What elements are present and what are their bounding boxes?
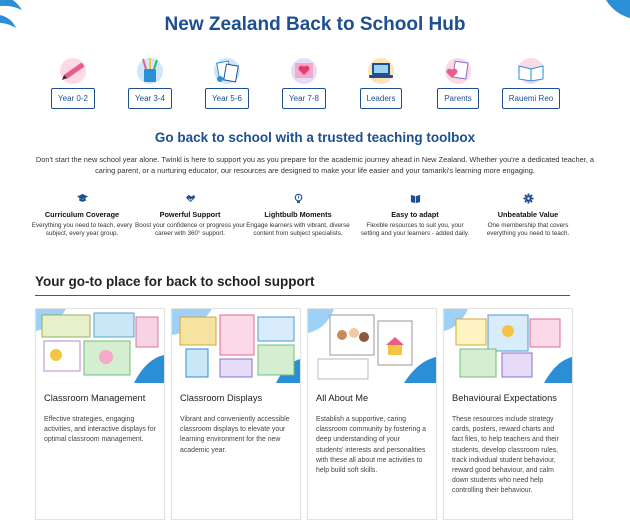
card-title[interactable]: Classroom Management [44,393,146,403]
stationery-pot-illustration-icon [133,56,167,86]
year-3-4-button[interactable]: Year 3-4 [128,88,172,109]
card-description: These resources include strategy cards, posters, reward charts and fact files, to help teachers and their students, develop classroom rules, track individual student behaviour, reward good behaviour, and calm down students who need help controlling their behaviour. [452,416,559,495]
page-title: New Zealand Back to School Hub [164,14,466,35]
feature-list [27,193,603,253]
section-divider [35,295,570,296]
year-7-8-button[interactable]: Year 7-8 [282,88,326,109]
resource-card[interactable] [443,308,573,520]
leaders-button[interactable]: Leaders [360,88,403,109]
all-about-me-thumbnail [308,309,436,383]
feature-title: Powerful Support [159,210,221,219]
resource-card[interactable] [171,308,301,520]
section-heading: Your go-to place for back to school support [35,274,315,289]
behavioural-expectations-thumbnail [444,309,572,383]
intro-paragraph: Don't start the new school year alone. Twinkl is here to support you as you prepare for the academic journey ahead in New Zealand. Whether you're a dedicated teacher, a caring parent, or a nurturing educator, our resources are designed to make your life easier and your tamariki's learning more engaging. [35,155,595,175]
feature-title: Curriculum Coverage [44,210,120,219]
card-title[interactable]: All About Me [316,393,369,403]
year-item[interactable] [196,56,258,109]
gear-icon [523,193,534,204]
resource-card[interactable] [307,308,437,520]
rauemi-reo-button[interactable]: Rauemi Reo [502,88,560,109]
laptop-illustration-icon [364,56,398,86]
pencil-illustration-icon [56,56,90,86]
feature-description: Boost your confidence or progress your career with 360° support. [135,222,245,237]
card-description: Vibrant and conveniently accessible classroom displays to elevate your learning environment for the new academic year. [180,416,290,454]
open-book-illustration-icon [514,56,548,86]
feature-description: Engage learners with vibrant, diverse content from subject specialists. [246,222,350,237]
feature-title: Easy to adapt [391,210,439,219]
graduation-cap-icon [77,193,88,204]
worksheets-illustration-icon [210,56,244,86]
year-navigation [0,56,630,112]
book-icon [410,193,421,204]
year-5-6-button[interactable]: Year 5-6 [205,88,249,109]
year-item[interactable] [119,56,181,109]
toolbox-subtitle: Go back to school with a trusted teaching toolbox [154,130,476,145]
year-item[interactable] [427,56,489,109]
year-item[interactable] [42,56,104,109]
paper-hearts-illustration-icon [441,56,475,86]
feature-description: Flexible resources to suit you, your setting and your learners - added daily. [360,222,470,237]
heart-card-illustration-icon [287,56,321,86]
feature-title: Lightbulb Moments [264,210,332,219]
card-title[interactable]: Classroom Displays [180,393,263,403]
card-title[interactable]: Behavioural Expectations [452,393,557,403]
feature-item [27,193,137,237]
feature-item [360,193,470,237]
classroom-displays-thumbnail [172,309,300,383]
year-item[interactable] [500,56,562,109]
feature-item [473,193,583,237]
year-item[interactable] [350,56,412,109]
resource-cards [35,308,571,510]
year-0-2-button[interactable]: Year 0-2 [51,88,95,109]
feature-description: One membership that covers everything you need to teach. [486,222,570,237]
handshake-icon [185,193,196,204]
feature-description: Everything you need to teach, every subject, every year group. [31,222,133,237]
feature-title: Unbeatable Value [497,210,559,219]
card-description: Effective strategies, engaging activities, and interactive displays for optimal classroom management. [44,416,156,444]
classroom-management-thumbnail [36,309,164,383]
card-description: Establish a supportive, caring classroom community by fostering a deep understanding of your students' interests and personalities with these all about me activities to help build soft skills. [316,416,426,475]
parents-button[interactable]: Parents [437,88,479,109]
resource-card[interactable] [35,308,165,520]
lightbulb-icon [293,193,304,204]
year-item[interactable] [273,56,335,109]
feature-item [135,193,245,237]
feature-item [243,193,353,237]
